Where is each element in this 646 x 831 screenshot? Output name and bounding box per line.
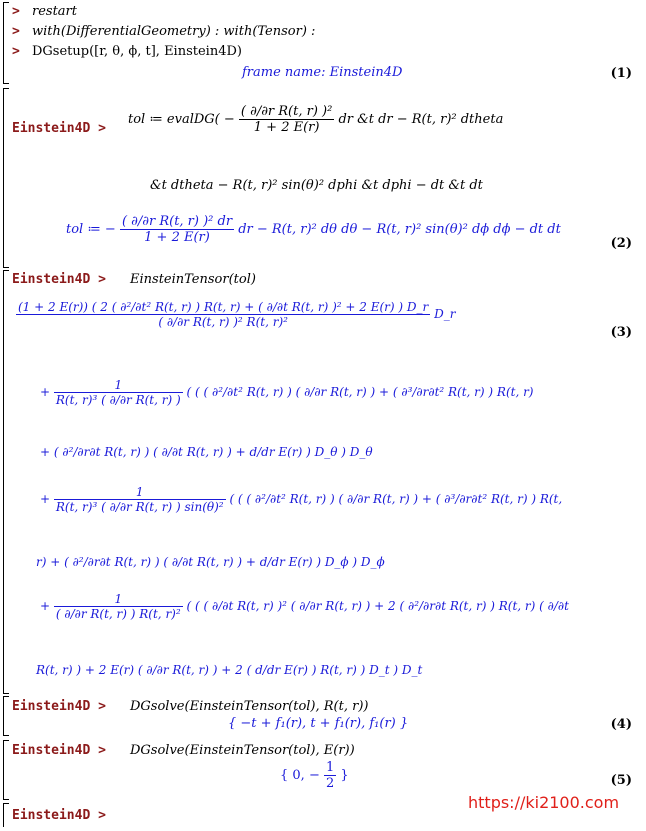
prompt-marker-with: > xyxy=(12,24,20,39)
solution-e-tail: } xyxy=(340,768,349,783)
output-einstein-term-2 xyxy=(40,378,534,407)
einstein-term-2-fraction xyxy=(54,378,183,407)
prompt-einstein: Einstein4D > xyxy=(12,272,106,287)
output-einstein-term-4-cont: R(t, r) ) + 2 E(r) ( ∂/∂r R(t, r) ) + 2 ( d/dr E(r) ) R(t, r) ) D_t ) D_t xyxy=(36,663,423,677)
output-solution-r: { −t + f₁(r), t + f₁(r), f₁(r) } xyxy=(228,716,409,731)
einstein-term-4-fraction xyxy=(54,592,183,621)
output-tol xyxy=(66,214,561,245)
input-dgsolve-e[interactable]: DGsolve(EinsteinTensor(tol), E(r)) xyxy=(130,743,355,758)
equation-label-5: (5) xyxy=(610,773,632,788)
einstein-term-4-body: ( ( ( ∂/∂t R(t, r) )² ( ∂/∂r R(t, r) ) + 2 ( ∂²/∂r∂t R(t, r) ) R(t, r) ( ∂/∂t xyxy=(186,599,569,613)
einstein-term-1-num: (1 + 2 E(r)) ( 2 ( ∂²/∂t² R(t, r) ) R(t, r) + ( ∂/∂t R(t, r) )² + 2 E(r) ) D_r xyxy=(18,300,429,314)
tol-fraction-den: 1 + 2 E(r) xyxy=(144,230,210,245)
tol-input-fraction xyxy=(239,104,334,135)
solution-e-head: { 0, − xyxy=(280,768,320,783)
group-bracket-6 xyxy=(3,803,4,827)
input-dgsolve-r[interactable]: DGsolve(EinsteinTensor(tol), R(t, r)) xyxy=(130,699,369,714)
solution-e-num: 1 xyxy=(325,760,335,775)
equation-label-4: (4) xyxy=(610,717,632,732)
einstein-term-3-plus: + xyxy=(40,492,54,506)
einstein-term-1-tail: D_r xyxy=(434,307,456,321)
input-tol-line1[interactable] xyxy=(128,104,503,135)
equation-label-2: (2) xyxy=(610,236,632,251)
equation-label-3: (3) xyxy=(610,325,632,340)
group-bracket-2 xyxy=(3,88,4,268)
group-bracket-4 xyxy=(3,696,4,736)
output-einstein-term-2-cont: + ( ∂²/∂r∂t R(t, r) ) ( ∂/∂t R(t, r) ) + d/dr E(r) ) D_θ ) D_θ xyxy=(40,445,373,459)
einstein-term-4-den: ( ∂/∂r R(t, r) ) R(t, r)² xyxy=(55,607,181,621)
einstein-term-3-num: 1 xyxy=(54,485,226,500)
input-tol-line2[interactable]: &t dtheta − R(t, r)² sin(θ)² dphi &t dphi − dt &t dt xyxy=(150,178,483,193)
prompt-final[interactable]: Einstein4D > xyxy=(12,808,106,823)
output-einstein-term-3-cont: r) + ( ∂²/∂r∂t R(t, r) ) ( ∂/∂t R(t, r) ) + d/dr E(r) ) D_ϕ ) D_ϕ xyxy=(36,555,385,569)
input-einstein-tensor[interactable]: EinsteinTensor(tol) xyxy=(130,272,256,287)
einstein-term-2-den: R(t, r)³ ( ∂/∂r R(t, r) ) xyxy=(55,393,181,407)
watermark: https://ki2100.com xyxy=(468,793,620,812)
einstein-term-4-plus: + xyxy=(40,599,54,613)
output-einstein-term-3 xyxy=(40,485,562,514)
input-with[interactable]: with(DifferentialGeometry) : with(Tensor) : xyxy=(32,24,316,39)
output-einstein-term-4 xyxy=(40,592,569,621)
input-restart[interactable]: restart xyxy=(32,4,77,19)
einstein-term-2-num: 1 xyxy=(54,378,183,393)
tol-input-tail: dr &t dr − R(t, r)² dtheta xyxy=(338,112,504,127)
solution-e-fraction xyxy=(324,760,336,791)
einstein-term-3-den: R(t, r)³ ( ∂/∂r R(t, r) ) sin(θ)² xyxy=(55,500,224,514)
prompt-marker-restart: > xyxy=(12,4,20,19)
prompt-tol: Einstein4D > xyxy=(12,121,106,136)
group-bracket-1 xyxy=(3,2,4,84)
einstein-term-3-fraction xyxy=(54,485,226,514)
tol-input-den: 1 + 2 E(r) xyxy=(253,120,320,135)
group-bracket-3 xyxy=(3,270,4,694)
output-frame-name: frame name: Einstein4D xyxy=(242,65,403,80)
solution-e-den: 2 xyxy=(325,776,335,791)
equation-label-1: (1) xyxy=(610,66,632,81)
einstein-term-2-body: ( ( ( ∂²/∂t² R(t, r) ) ( ∂/∂r R(t, r) ) + ( ∂³/∂r∂t² R(t, r) ) R(t, r) xyxy=(186,385,534,399)
prompt-solve-r: Einstein4D > xyxy=(12,699,106,714)
prompt-marker-setup: > xyxy=(12,44,20,59)
prompt-solve-e: Einstein4D > xyxy=(12,743,106,758)
output-einstein-term-1 xyxy=(16,300,455,329)
einstein-term-3-body: ( ( ( ∂²/∂t² R(t, r) ) ( ∂/∂r R(t, r) ) + ( ∂³/∂r∂t² R(t, r) ) R(t, xyxy=(229,492,563,506)
tol-lhs: tol ≔ − xyxy=(66,222,116,237)
einstein-term-1-fraction xyxy=(16,300,430,329)
tol-rest: dr − R(t, r)² dθ dθ − R(t, r)² sin(θ)² dϕ dϕ − dt dt xyxy=(238,222,561,237)
output-solution-e xyxy=(280,760,349,791)
tol-fraction-num: ( ∂/∂r R(t, r) )² dr xyxy=(121,214,233,229)
einstein-term-2-plus: + xyxy=(40,385,54,399)
einstein-term-1-den: ( ∂/∂r R(t, r) )² R(t, r)² xyxy=(158,315,288,329)
tol-input-num: ( ∂/∂r R(t, r) )² xyxy=(240,104,333,119)
einstein-term-4-num: 1 xyxy=(54,592,183,607)
input-dgsetup[interactable]: DGsetup([r, θ, ϕ, t], Einstein4D) xyxy=(32,44,242,59)
group-bracket-5 xyxy=(3,740,4,800)
tol-input-head: tol ≔ evalDG( − xyxy=(128,112,239,127)
tol-fraction xyxy=(120,214,234,245)
